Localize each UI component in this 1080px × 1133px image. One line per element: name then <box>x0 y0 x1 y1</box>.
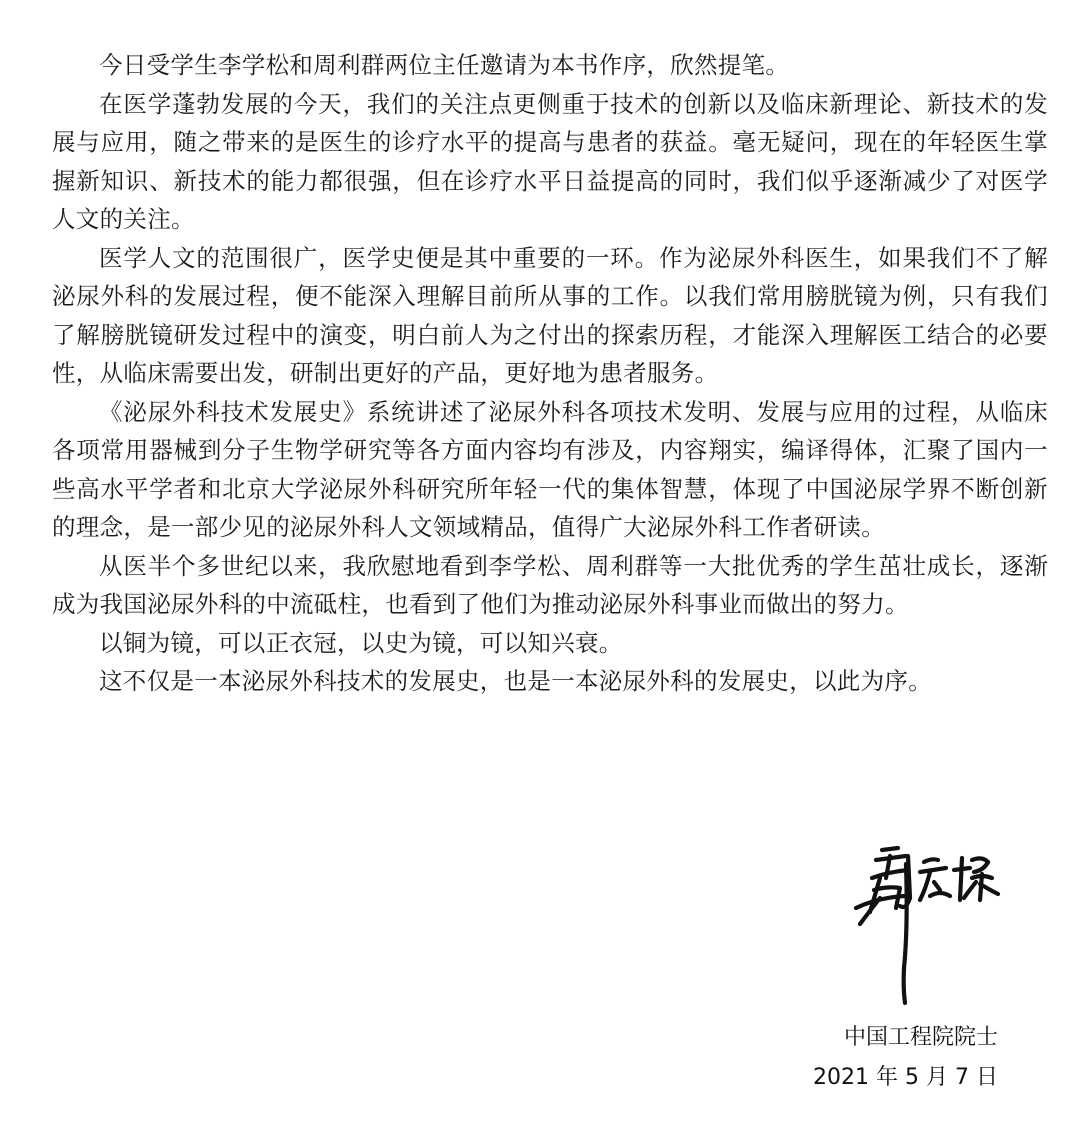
handwritten-signature <box>850 838 1010 1008</box>
signature-block <box>813 1018 998 1098</box>
preface-body <box>52 46 1048 701</box>
preface-paragraph-4: 《泌尿外科技术发展史》系统讲述了泌尿外科各项技术发明、发展与应用的过程，从临床各项常用器械到分子生物学研究等各方面内容均有涉及，内容翔实，编译得体，汇聚了国内一些高水平学者和北京大学泌尿外科研究所年轻一代的集体智慧，体现了中国泌尿学界不断创新的理念，是一部少见的泌尿外科人文领域精品，值得广大泌尿外科工作者研读。 <box>52 397 1048 541</box>
preface-paragraph-7: 这不仅是一本泌尿外科技术的发展史，也是一本泌尿外科的发展史，以此为序。 <box>99 667 932 695</box>
signature-drawing <box>850 838 1010 1008</box>
preface-paragraph-1: 今日受学生李学松和周利群两位主任邀请为本书作序，欣然提笔。 <box>99 51 790 79</box>
preface-date: 2021 年 5 月 7 日 <box>813 1065 998 1090</box>
preface-paragraph-5: 从医半个多世纪以来，我欣慰地看到李学松、周利群等一大批优秀的学生茁壮成长，逐渐成为我国泌尿外科的中流砥柱，也看到了他们为推动泌尿外科事业而做出的努力。 <box>52 551 1048 618</box>
preface-paragraph-3: 医学人文的范围很广，医学史便是其中重要的一环。作为泌尿外科医生，如果我们不了解泌尿外科的发展过程，便不能深入理解目前所从事的工作。以我们常用膀胱镜为例，只有我们了解膀胱镜研发过程中的演变，明白前人为之付出的探索历程，才能深入理解医工结合的必要性，从临床需要出发，研制出更好的产品，更好地为患者服务。 <box>52 243 1048 387</box>
preface-paragraph-2: 在医学蓬勃发展的今天，我们的关注点更侧重于技术的创新以及临床新理论、新技术的发展与应用，随之带来的是医生的诊疗水平的提高与患者的获益。毫无疑问，现在的年轻医生掌握新知识、新技术的能力都很强，但在诊疗水平日益提高的同时，我们似乎逐渐减少了对医学人文的关注。 <box>52 89 1048 233</box>
author-title: 中国工程院院士 <box>843 1025 998 1050</box>
preface-paragraph-6: 以铜为镜，可以正衣冠，以史为镜，可以知兴衰。 <box>99 628 623 657</box>
